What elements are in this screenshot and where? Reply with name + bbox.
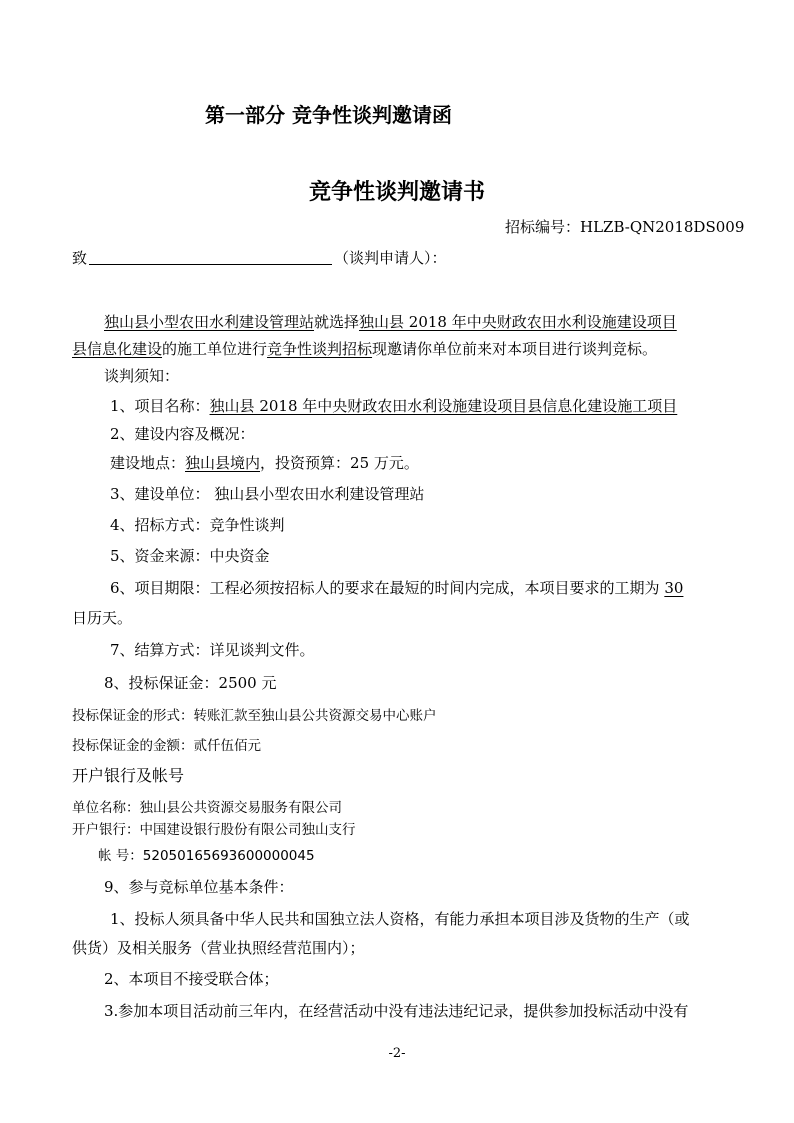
- intro-text-3: 现邀请你单位前来对本项目进行谈判竞标。: [372, 340, 658, 358]
- project-name-b: 县信息化建设: [72, 340, 163, 358]
- bid-number: 招标编号：HLZB-QN2018DS009: [505, 218, 745, 236]
- item-7: 7、结算方式：详见谈判文件。: [110, 641, 315, 659]
- account-number: 帐 号：52050165693600000045: [98, 848, 315, 864]
- item-6-text: 6、项目期限：工程必须按招标人的要求在最短的时间内完成，本项目要求的工期为: [110, 579, 665, 597]
- site-rest: ，投资预算：25 万元。: [260, 454, 419, 472]
- condition-2: 2、本项目不接受联合体；: [104, 970, 279, 988]
- account-name: 单位名称：独山县公共资源交易服务有限公司: [72, 800, 342, 816]
- item-6: [110, 578, 683, 598]
- page-number: -2-: [388, 1046, 406, 1061]
- bank-title: 开户银行及帐号: [72, 766, 185, 785]
- site-value: 独山县境内: [185, 454, 261, 472]
- addressee-line: [72, 248, 447, 268]
- item-1-value: 独山县 2018 年中央财政农田水利设施建设项目县信息化建设施工项目: [209, 397, 678, 415]
- item-3: 3、建设单位： 独山县小型农田水利建设管理站: [110, 485, 425, 503]
- intro-line-2: [72, 339, 657, 359]
- construction-site: [110, 453, 419, 473]
- item-6-cont: 日历天。: [72, 609, 133, 627]
- item-2: 2、建设内容及概况：: [110, 425, 255, 443]
- project-name-a: 独山县 2018 年中央财政农田水利设施建设项目: [359, 313, 677, 331]
- condition-1-line-1: 1、投标人须具备中华人民共和国独立法人资格，有能力承担本项目涉及货物的生产（或: [110, 910, 690, 928]
- item-8: 8、投标保证金：2500 元: [104, 674, 277, 692]
- site-label: 建设地点：: [110, 454, 186, 472]
- intro-text-1: 就选择: [314, 313, 360, 331]
- intro-line-1: [104, 312, 677, 332]
- procurement-method: 竞争性谈判招标: [267, 340, 373, 358]
- notice-title: 谈判须知：: [104, 367, 180, 385]
- document-title: 竞争性谈判邀请书: [308, 180, 485, 205]
- deposit-amount: 投标保证金的金额：贰仟伍佰元: [72, 738, 261, 754]
- item-1-label: 1、项目名称：: [110, 397, 210, 415]
- buyer-name: 独山县小型农田水利建设管理站: [104, 313, 315, 331]
- item-9: 9、参与竞标单位基本条件：: [104, 878, 294, 896]
- item-4: 4、招标方式：竞争性谈判: [110, 516, 285, 534]
- condition-3: 3.参加本项目活动前三年内，在经营活动中没有违法违纪记录，提供参加投标活动中没有: [104, 1002, 689, 1020]
- addressee-prefix: 致: [72, 249, 88, 267]
- addressee-suffix: （谈判申请人）：: [334, 249, 447, 267]
- item-5: 5、资金来源：中央资金: [110, 547, 270, 565]
- item-1: [110, 396, 677, 416]
- item-6-days: 30: [664, 579, 684, 597]
- part-title: 第一部分 竞争性谈判邀请函: [205, 103, 452, 127]
- intro-text-2: 的施工单位进行: [162, 340, 268, 358]
- bank-name: 开户银行：中国建设银行股份有限公司独山支行: [72, 822, 356, 838]
- condition-1-line-2: 供货）及相关服务（营业执照经营范围内）；: [72, 939, 365, 957]
- deposit-form: 投标保证金的形式：转账汇款至独山县公共资源交易中心账户: [72, 708, 437, 724]
- addressee-blank: [89, 248, 332, 265]
